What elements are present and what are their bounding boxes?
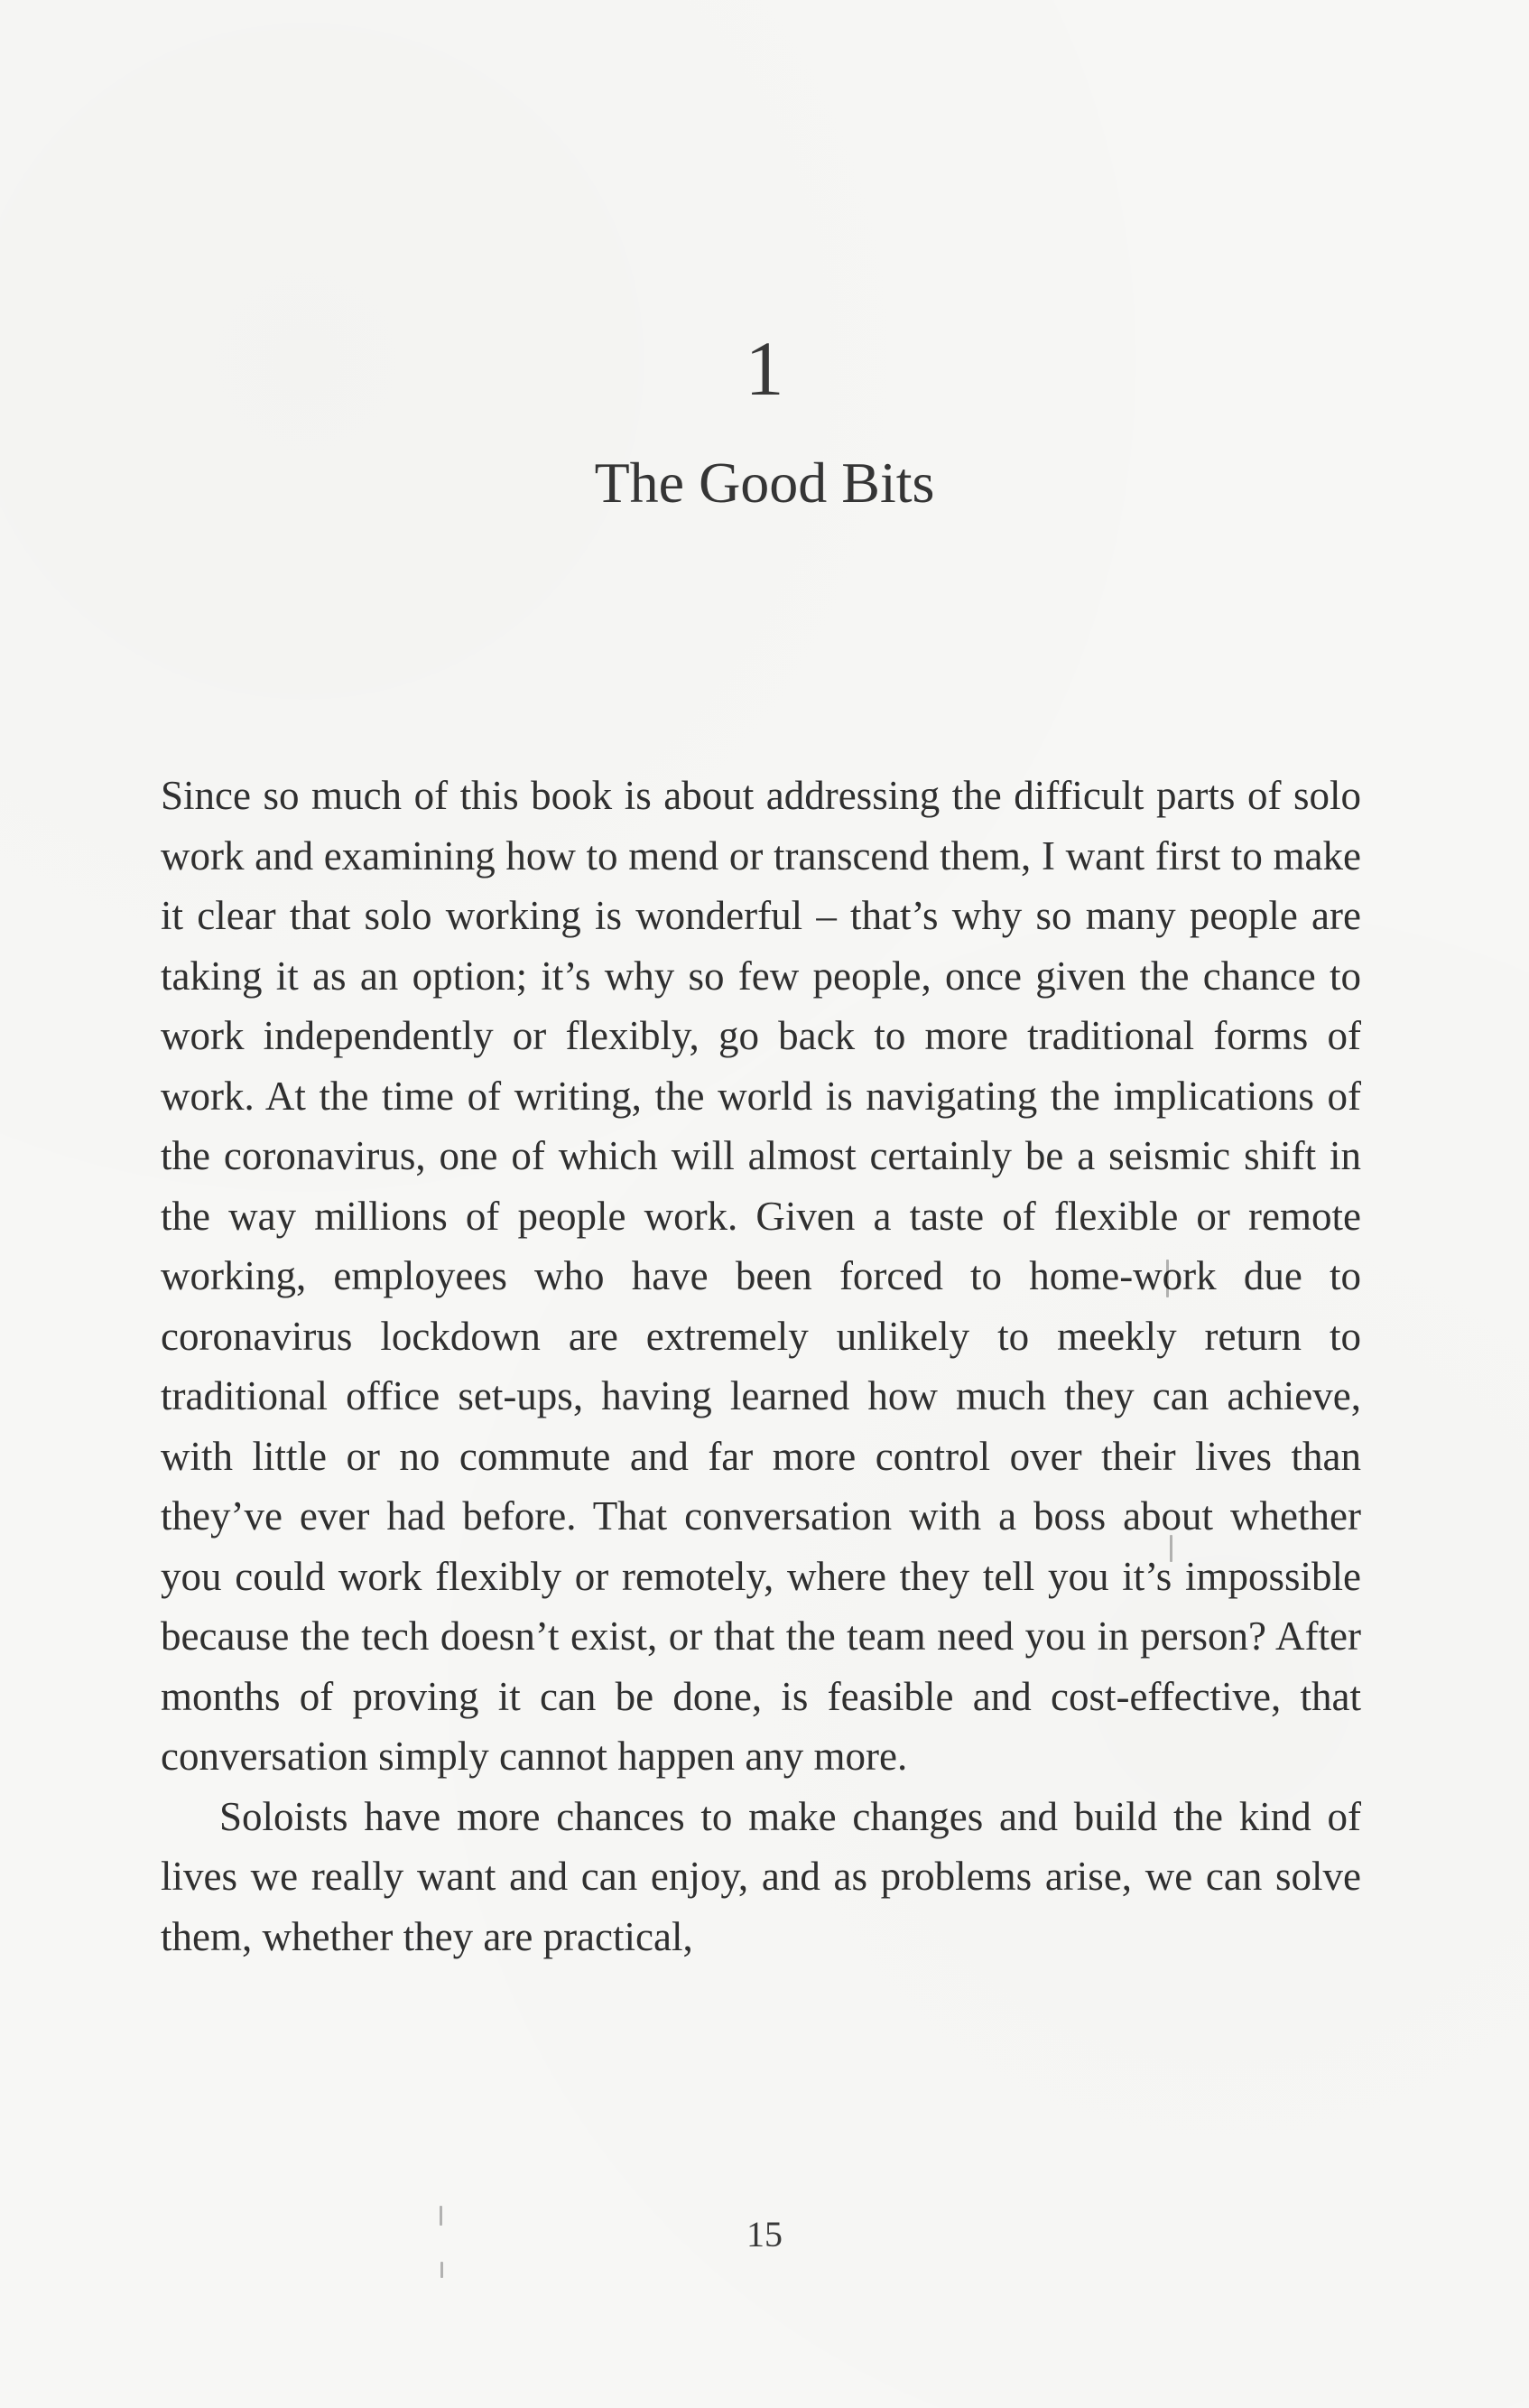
paragraph: Since so much of this book is about addressing the difficult parts of solo work and examining how to mend or transcend them, I want first to make it clear that solo working is wonderful – that’s why so many people are taking it as an option; it’s why so few people, once given the chance to work independently or flexibly, go back to more traditional forms of work. At the time of writing, the world is navigating the implications of the coronavirus, one of which will almost certainly be a seismic shift in the way millions of people work. Given a taste of flexible or remote working, employees who have been forced to home-work due to coronavirus lockdown are extremely unlikely to meekly return to traditional office set-ups, having learned how much they can achieve, with little or no commute and far more control over their lives than they’ve ever had before. That conversation with a boss about whether you could work flexibly or remotely, where they tell you it’s impossible because the tech doesn’t exist, or that the team need you in person? After months of proving it can be done, is feasible and cost-effective, that conversation simply cannot happen any more.	[161, 773, 1361, 1779]
chapter-number: 1	[745, 325, 784, 412]
scan-artifact	[1170, 1535, 1172, 1562]
scan-artifact	[440, 2206, 442, 2226]
scan-artifact	[1166, 1260, 1169, 1297]
body-text	[161, 766, 1361, 1966]
paragraph: Soloists have more chances to make changes and build the kind of lives we really want and can enjoy, and as problems arise, we can solve them, whether they are practical,	[161, 1793, 1361, 1959]
page-number: 15	[746, 2214, 783, 2255]
chapter-title: The Good Bits	[594, 451, 935, 515]
scan-artifact	[440, 2262, 443, 2278]
